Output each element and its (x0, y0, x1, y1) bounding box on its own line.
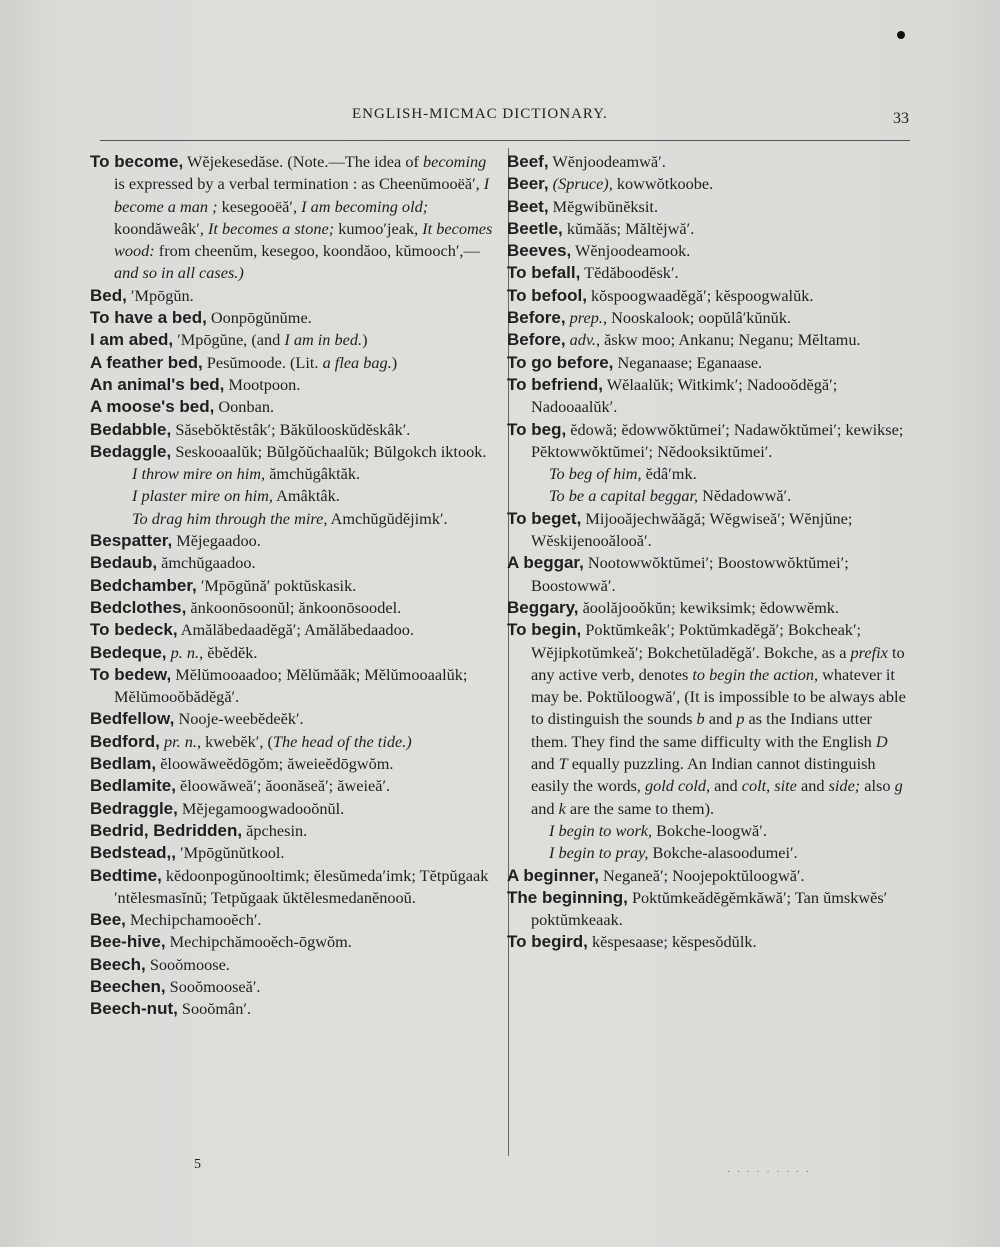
entry-text: Oonban. (214, 397, 275, 417)
entry-italic-text: b (696, 709, 705, 729)
entry-headword: To go before, (507, 352, 614, 372)
dictionary-entry (507, 552, 911, 597)
entry-headword: Beer, (507, 174, 549, 194)
dictionary-entry (507, 865, 911, 887)
entry-italic-text: To drag him through the mire, (132, 508, 328, 528)
entry-text: koondăweâk′, (114, 218, 208, 238)
entry-headword: Beech-nut, (90, 999, 178, 1019)
entry-headword: Bed, (90, 285, 127, 305)
sub-entry (507, 842, 911, 864)
entry-headword: Beetle, (507, 218, 563, 238)
entry-text: equally puzzling. An Indian cannot distinguish easily the words, (531, 754, 876, 796)
dictionary-entry (507, 196, 911, 218)
entry-headword: A beginner, (507, 865, 599, 885)
running-head: ENGLISH-MICMAC DICTIONARY. (352, 106, 608, 122)
entry-text: Sooŏmooseă′. (165, 976, 261, 996)
entry-headword: To befall, (507, 263, 581, 283)
entry-text: Neganaase; Eganaase. (613, 352, 763, 372)
dictionary-entry (507, 240, 911, 262)
dictionary-entry (90, 931, 500, 953)
entry-text: Mĕjegaadoo. (172, 531, 261, 551)
entry-text: ămchŭgaadoo. (157, 553, 256, 573)
entry-headword: Beeves, (507, 241, 572, 261)
entry-headword: Bedeque, (90, 642, 167, 662)
entry-italic-text: (Spruce), (552, 174, 613, 194)
dictionary-entry (507, 307, 911, 329)
dictionary-entry (90, 954, 500, 976)
dictionary-entry (507, 374, 911, 419)
entry-italic-text: adv. (569, 330, 597, 350)
entry-text: Wĕlaalŭk; Witkimk′; Nadooŏdĕgă′; Nadooaalŭk′. (531, 374, 838, 417)
entry-headword: To have a bed, (90, 308, 207, 328)
entry-italic-text: p. n. (170, 642, 200, 662)
entry-headword: Bedstead,, (90, 843, 176, 863)
entry-text: Mijooăjechwăăgă; Wĕgwiseă′; Wĕnjŭne; Wĕskijenooălooă′. (531, 508, 853, 551)
entry-italic-text: The head of the tide.) (272, 731, 412, 751)
entry-text: Poktŭmkeădĕgĕmkăwă′; Tan ŭmskwĕs′ poktŭmkeaak. (531, 887, 888, 930)
entry-text: ĕloowăweĕdōgŏm; ăweieĕdōgwŏm. (156, 754, 394, 774)
dictionary-entry (90, 753, 500, 775)
entry-text: Wĕjekesedăse. (Note.—The idea of (183, 152, 423, 171)
entry-text: Mootpoon. (224, 374, 301, 394)
dictionary-entry (507, 262, 911, 284)
dictionary-entry (507, 329, 911, 351)
entry-italic-text: It becomes wood: (114, 218, 493, 261)
signature-mark: 5 (194, 1157, 201, 1172)
entry-text: also (860, 776, 895, 796)
dictionary-entry (507, 419, 911, 464)
entry-headword: Bedaub, (90, 553, 158, 573)
dictionary-entry (90, 820, 500, 842)
entry-italic-text: a flea bag. (322, 352, 392, 372)
dictionary-entry (507, 597, 911, 619)
entry-text: Seskooaalŭk; Bŭlgŏŭchaalŭk; Bŭlgokch iktook. (171, 441, 487, 461)
dictionary-entry (90, 151, 500, 285)
entry-headword: To become, (90, 152, 184, 171)
entry-text: are the same to them). (565, 798, 715, 818)
entry-headword: Bedraggle, (90, 798, 178, 818)
dictionary-entry (90, 530, 500, 552)
entry-text: Wĕnjoodeamook. (571, 241, 691, 261)
entry-italic-text: I begin to work, (549, 820, 653, 840)
ink-dot (897, 31, 905, 39)
entry-italic-text: I am becoming old; (301, 196, 429, 216)
entry-italic-text: p (736, 709, 745, 729)
dictionary-entry (90, 998, 500, 1020)
dictionary-entry (90, 775, 500, 797)
entry-headword: To beg, (507, 419, 567, 439)
entry-text: Săsebŏktĕstâk′; Băkŭlooskŭdĕskâk′. (171, 419, 411, 439)
entry-text: ăpchesin. (242, 820, 308, 840)
entry-headword: Bee, (90, 910, 126, 930)
entry-italic-text: and so in all cases.) (114, 263, 244, 283)
entry-text: kŭmăăs; Măltĕjwă′. (562, 218, 695, 238)
entry-headword: To beget, (507, 508, 582, 528)
entry-text: , ĕbĕdĕk. (199, 642, 258, 662)
entry-headword: Beggary, (507, 597, 579, 617)
dictionary-entry (90, 798, 500, 820)
dictionary-entry (90, 619, 500, 641)
entry-text: Sooŏmân′. (177, 999, 252, 1019)
entry-italic-text: To beg of him, (549, 464, 642, 484)
dictionary-entry (90, 597, 500, 619)
entry-italic-text: becoming (422, 152, 487, 171)
entry-text: and (531, 754, 559, 774)
entry-text: ĕdowă; ĕdowwŏktŭmei′; Nadawŏktŭmei′; kewikse; Pĕktowwŏktŭmei′; Nĕdooksiktŭmei′. (531, 419, 904, 461)
dictionary-entry (90, 575, 500, 597)
entry-text: whatever it may be. Poktŭloogwă′, (It is impossible to be always able to distinguish the sounds (531, 664, 906, 729)
entry-italic-text: To be a capital beggar, (549, 486, 699, 506)
dictionary-entry (507, 887, 911, 932)
entry-text: ′Mpōgŭnă′ poktŭskasik. (196, 575, 357, 595)
entry-text: ăoolăjooŏkŭn; kewiksimk; ĕdowwĕmk. (578, 597, 839, 617)
entry-text: ) (391, 352, 398, 372)
entry-italic-text: I begin to pray, (549, 843, 649, 863)
dictionary-entry (507, 285, 911, 307)
entry-italic-text: It becomes a stone; (207, 218, 335, 238)
entry-text: ĕloowăweă′; ăoonăseă′; ăweieă′. (175, 776, 391, 796)
page-number: 33 (893, 110, 909, 127)
dictionary-entry (90, 329, 500, 351)
entry-headword: I am abed, (90, 330, 174, 350)
entry-text: and (710, 776, 742, 796)
dictionary-entry (90, 285, 500, 307)
entry-text: , kwebĕk′, ( (197, 731, 273, 751)
entry-headword: Bedtime, (90, 865, 162, 885)
entry-headword: Bespatter, (90, 531, 173, 551)
sub-entry (90, 463, 500, 485)
entry-text: Mĕlŭmooaadoo; Mĕlŭmăăk; Mĕlŭmooaalŭk; Mĕlŭmooŏbădĕgă′. (114, 664, 468, 707)
dictionary-entry (90, 842, 500, 864)
entry-text: Bokche-loogwă′. (652, 820, 767, 840)
dictionary-entry (90, 396, 500, 418)
entry-text: and (796, 776, 829, 796)
entry-headword: Bedaggle, (90, 441, 172, 461)
entry-text: Amâktâk. (272, 486, 340, 506)
entry-text: Sooŏmoose. (145, 954, 230, 974)
entry-text: Nooje-weebĕdeĕk′. (174, 709, 304, 729)
entry-text: Bokche-alasoodumei′. (648, 843, 798, 863)
dictionary-entry (507, 619, 911, 820)
entry-headword: To begird, (507, 932, 588, 952)
entry-text: Tĕdăboodĕsk′. (580, 263, 679, 283)
entry-text: kowwŏtkoobe. (612, 174, 714, 194)
right-column (507, 151, 911, 954)
entry-italic-text: colt, site (741, 776, 797, 796)
entry-headword: To bedeck, (90, 620, 178, 640)
entry-text: Nootowwŏktŭmei′; Boostowwŏktŭmei′; Boostowwă′. (531, 553, 849, 595)
dictionary-entry (507, 508, 911, 553)
entry-headword: Bedford, (90, 731, 160, 751)
entry-text: Amălăbedaadĕgă′; Amălăbedaadoo. (177, 620, 414, 640)
entry-text: from cheenŭm, kesegoo, koondăoo, kŭmooch′,— (154, 241, 480, 261)
entry-headword: To begin, (507, 620, 582, 640)
entry-italic-text: g (894, 776, 903, 796)
dictionary-entry (90, 374, 500, 396)
entry-headword: Bedlamite, (90, 776, 176, 796)
dictionary-entry (507, 173, 911, 195)
header-rule (100, 140, 910, 141)
dictionary-entry (90, 307, 500, 329)
entry-headword: Bedabble, (90, 419, 172, 439)
entry-italic-text: prep. (569, 308, 603, 328)
entry-text: kĕdoonpogŭnooltimk; ĕlesŭmeda′imk; Tĕtpŭgaak ′ntĕlesmasĭnŭ; Tetpŭgaak ŭktĕlesmedanĕnooŭ. (114, 865, 489, 907)
entry-headword: Bedchamber, (90, 575, 197, 595)
entry-text: and (531, 798, 559, 818)
dictionary-entry (90, 865, 500, 910)
dictionary-entry (90, 642, 500, 664)
sub-entry (90, 485, 500, 507)
entry-headword: To bedew, (90, 664, 172, 684)
entry-italic-text: k (558, 798, 566, 818)
entry-headword: Beet, (507, 196, 549, 216)
dictionary-entry (90, 708, 500, 730)
dictionary-entry (90, 976, 500, 998)
entry-headword: To befriend, (507, 374, 604, 394)
entry-text: Neganeă′; Noojepoktŭloogwă′. (598, 865, 805, 885)
entry-headword: A moose's bed, (90, 397, 215, 417)
entry-headword: The beginning, (507, 887, 628, 907)
entry-italic-text: I become a man ; (114, 174, 490, 216)
entry-text: and (704, 709, 737, 729)
entry-headword: Bee-hive, (90, 932, 166, 952)
sub-entry (507, 463, 911, 485)
dictionary-entry (507, 151, 911, 173)
entry-text: as the Indians utter them. They find the same difficulty with the English (531, 709, 876, 751)
entry-text: , ăskw moo; Ankanu; Neganu; Mĕltamu. (596, 330, 861, 350)
entry-text: Mechipchamooĕch′. (125, 910, 262, 930)
dictionary-entry (507, 218, 911, 240)
entry-headword: Bedfellow, (90, 709, 175, 729)
entry-text: Wĕnjoodeamwă′. (548, 152, 666, 171)
entry-headword: Bedlam, (90, 754, 157, 774)
entry-text: Pesŭmoode. (Lit. (202, 352, 323, 372)
dictionary-entry (507, 931, 911, 953)
entry-text: kŏspoogwaadĕgă′; kĕspoogwalŭk. (586, 285, 814, 305)
entry-headword: Beef, (507, 152, 549, 171)
dictionary-entry (90, 419, 500, 441)
entry-text: Mĕjegamoogwadooŏnŭl. (177, 798, 345, 818)
entry-text: ămchŭgâktăk. (265, 464, 361, 484)
entry-text: kumoo′jeak, (334, 218, 423, 238)
entry-text: Oonpōgŭnŭme. (206, 308, 312, 328)
entry-italic-text: I am in bed. (284, 330, 363, 350)
entry-text: kesegooëă′, (217, 196, 302, 216)
left-column (90, 151, 500, 1021)
sub-entry (507, 820, 911, 842)
entry-text: ĕdâ′mk. (641, 464, 697, 484)
entry-italic-text: I throw mire on him, (132, 464, 266, 484)
entry-text: , Nooskalook; oopŭlâ′kŭnŭk. (602, 308, 792, 328)
entry-italic-text: prefix (850, 642, 888, 662)
entry-text: ′Mpōgŭnŭtkool. (175, 843, 285, 863)
entry-italic-text: T (558, 754, 568, 774)
dictionary-entry (90, 441, 500, 463)
entry-text: ′Mpōgŭne, (and (173, 330, 285, 350)
margin-specks: · · · · · · · · · (727, 1167, 811, 1178)
entry-text: to any active verb, denotes (531, 642, 905, 684)
entry-headword: Before, (507, 330, 566, 350)
entry-headword: A feather bed, (90, 352, 203, 372)
entry-text: Poktŭmkeâk′; Poktŭmkadĕgă′; Bokcheak′; Wĕjipkotŭmkeă′; Bokchetŭladĕgă′. Bokche, as a (531, 620, 862, 662)
entry-text: Amchŭgŭdĕjimk′. (327, 508, 448, 528)
entry-italic-text: pr. n. (163, 731, 197, 751)
entry-headword: A beggar, (507, 553, 584, 573)
entry-italic-text: to begin the action, (692, 664, 819, 684)
sub-entry (507, 485, 911, 507)
entry-text: ) (362, 330, 368, 350)
entry-headword: Bedclothes, (90, 597, 187, 617)
entry-text: ănkoonōsoonŭl; ănkoonōsoodel. (186, 597, 402, 617)
entry-headword: An animal's bed, (90, 374, 225, 394)
entry-headword: Before, (507, 308, 566, 328)
entry-italic-text: gold cold, (644, 776, 711, 796)
entry-italic-text: D (875, 731, 888, 751)
sub-entry (90, 508, 500, 530)
entry-text: ′Mpōgŭn. (126, 285, 194, 305)
entry-headword: Bedrid, Bedridden, (90, 820, 243, 840)
entry-text: Mĕgwibŭnĕksit. (548, 196, 659, 216)
entry-italic-text: side; (828, 776, 861, 796)
dictionary-entry (90, 731, 500, 753)
dictionary-entry (90, 909, 500, 931)
entry-headword: Beech, (90, 954, 146, 974)
entry-headword: To befool, (507, 285, 587, 305)
entry-text: kĕspesaase; kĕspesŏdŭlk. (587, 932, 757, 952)
entry-text: Nĕdadowwă′. (698, 486, 792, 506)
entry-italic-text: I plaster mire on him, (132, 486, 273, 506)
entry-headword: Beechen, (90, 976, 166, 996)
dictionary-entry (507, 352, 911, 374)
entry-text: Mechipchămooĕch-ōgwŏm. (165, 932, 352, 952)
dictionary-entry (90, 664, 500, 709)
dictionary-entry (90, 552, 500, 574)
entry-text: is expressed by a verbal termination : as Cheenŭmooëă′, (114, 174, 484, 194)
dictionary-entry (90, 352, 500, 374)
